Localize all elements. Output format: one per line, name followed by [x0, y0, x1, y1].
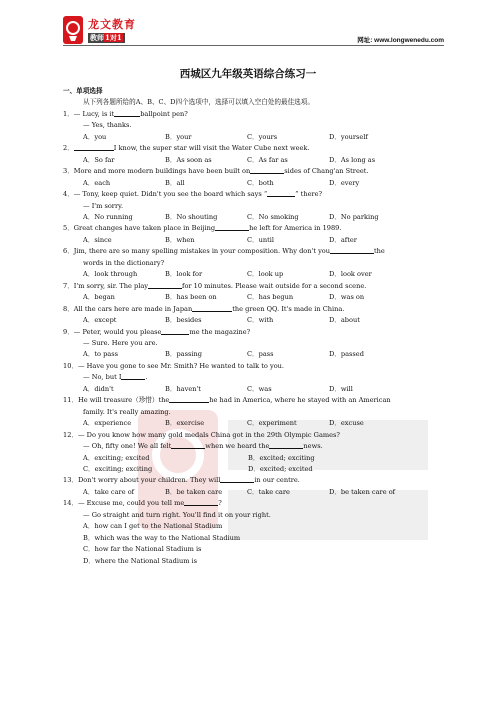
question-stem-text: 1．— Lucy, is it: [63, 109, 115, 118]
question-continuation-text: .: [145, 373, 148, 382]
answer-option: D．excited; excited: [248, 464, 313, 473]
question-stem-text: 4．— Tony, keep quiet. Didn't you see the board which says “: [63, 190, 268, 199]
answer-blank: [220, 475, 254, 483]
question-stem: [63, 166, 433, 177]
option-row: [73, 155, 433, 166]
answer-blank: [192, 304, 232, 312]
question-continuation-text: — I'm sorry.: [83, 201, 124, 210]
answer-blank: [161, 327, 189, 335]
answer-blank: [121, 372, 148, 382]
question-stem-text: me the magazine?: [189, 327, 251, 336]
question-item: [63, 475, 433, 498]
header-divider: [63, 45, 444, 46]
question-stem: [63, 143, 433, 154]
question-stem-text: ” there?: [295, 190, 323, 199]
question-stem: [63, 109, 433, 120]
question-item: [63, 223, 433, 246]
answer-option: D．every: [329, 178, 360, 187]
question-item: [63, 281, 433, 304]
answer-blank: [250, 166, 284, 174]
question-stem-text: 13．Don't worry about your children. They will: [63, 476, 221, 485]
answer-option: D．where the National Stadium is: [83, 556, 198, 565]
option-row: [73, 464, 433, 475]
question-stem: [63, 498, 433, 509]
answer-option: C．until: [247, 235, 274, 244]
answer-option: C．look up: [247, 270, 284, 279]
question-stem-text: sides of Chang'an Street.: [284, 167, 369, 176]
website-url[interactable]: 网址: www.longwenedu.com: [357, 37, 444, 44]
option-row: [73, 292, 433, 303]
question-continuation-text: family. It's really amazing.: [83, 407, 171, 416]
answer-blank: [269, 441, 303, 449]
answer-option: B．excited; exciting: [248, 453, 315, 462]
answer-option: B．all: [165, 178, 185, 187]
question-stem-text: for 10 minutes. Please wait outside for a second scene.: [182, 281, 367, 290]
answer-blank: [171, 441, 205, 449]
answer-option: A．look through: [83, 270, 138, 279]
answer-option: B．passing: [165, 350, 202, 359]
answer-option: D．No parking: [329, 212, 379, 221]
question-list: [63, 109, 433, 567]
question-item: [63, 166, 433, 189]
answer-option: B．besides: [165, 316, 202, 325]
answer-option: A．didn't: [83, 384, 114, 393]
answer-option: B．which was the way to the National Stadium: [83, 533, 241, 542]
answer-option: A．So far: [83, 155, 115, 164]
option-row: [73, 418, 433, 429]
option-row: [73, 487, 433, 498]
question-stem-text: 12．— Do you know how many gold medals China got in the 29th Olympic Games?: [63, 430, 340, 439]
answer-option: A．to pass: [83, 350, 118, 359]
answer-option: A．each: [83, 178, 111, 187]
logo-subtitle: 教师1对1: [88, 33, 125, 43]
option-row: [73, 235, 433, 246]
question-item: [63, 304, 433, 327]
answer-option: C．take care: [247, 487, 290, 496]
option-row: [73, 315, 433, 326]
question-continuation: [73, 510, 433, 521]
answer-option: A．exciting; excited: [83, 453, 150, 462]
answer-option: C．pass: [247, 350, 274, 359]
question-continuation-text: — Sure. Here you are.: [83, 338, 158, 347]
answer-option: C．how far the National Stadium is: [83, 545, 202, 554]
answer-blank: [148, 281, 182, 289]
question-item: [63, 143, 433, 166]
answer-option: B．haven't: [165, 384, 201, 393]
option-row: [73, 269, 433, 280]
answer-option: B．when: [165, 235, 195, 244]
question-stem-text: ?: [218, 499, 222, 508]
logo-icon: [63, 16, 83, 44]
logo-name: 龙文教育: [88, 18, 136, 31]
answer-blank: [215, 223, 249, 231]
question-item: [63, 327, 433, 361]
question-item: [63, 498, 433, 567]
question-stem-text: 10．— Have you gone to see Mr. Smith? He wanted to talk to you.: [63, 361, 285, 370]
question-item: [63, 246, 433, 280]
answer-option: D．about: [329, 316, 360, 325]
answer-option: D．As long as: [329, 155, 376, 164]
answer-option: D．passed: [329, 350, 364, 359]
question-stem: [63, 430, 433, 441]
question-stem-text: he had in America, where he stayed with an American: [209, 396, 391, 405]
page-header: [0, 0, 496, 46]
answer-option: D．was on: [329, 293, 365, 302]
question-stem: [63, 475, 433, 486]
answer-option: B．No shouting: [165, 212, 218, 221]
question-item: [63, 430, 433, 476]
instruction-text: 从下列各题所给的A、B、C、D四个选项中，选择可以填入空白处的最佳选项。: [83, 98, 314, 107]
question-stem-text: 14．— Excuse me, could you tell me: [63, 499, 185, 508]
question-stem-text: 11．He will treasure（珍惜）the: [63, 396, 170, 405]
option-row: [73, 349, 433, 360]
question-item: [63, 109, 433, 143]
question-stem-text: he left for America in 1989.: [249, 224, 342, 233]
question-continuation-text: — Yes, thanks.: [83, 121, 132, 130]
question-stem: [63, 246, 433, 257]
question-stem-text: 6．Jim, there are so many spelling mistakes in your composition. Why don't you: [63, 247, 331, 256]
answer-option: A．No running: [83, 212, 133, 221]
question-stem-text: the green QQ. It's made in China.: [232, 304, 345, 313]
answer-option: B．As soon as: [165, 155, 212, 164]
answer-blank: [74, 143, 114, 151]
answer-option: D．excuse: [329, 419, 364, 428]
question-stem-text: 3．More and more modern buildings have been built on: [63, 167, 251, 176]
answer-option: C．was: [247, 384, 272, 393]
option-row: [73, 178, 433, 189]
question-item: [63, 189, 433, 223]
answer-option: C．has begun: [247, 293, 294, 302]
question-stem-text: in our centre.: [254, 476, 300, 485]
question-stem: [63, 395, 433, 406]
answer-option: A．experience: [83, 419, 132, 428]
question-stem: [63, 304, 433, 315]
answer-option: A．began: [83, 293, 115, 302]
question-continuation: [73, 258, 433, 269]
question-stem: [63, 281, 433, 292]
answer-option: A．how can I get to the National Stadium: [83, 522, 223, 531]
answer-option: C．As far as: [247, 155, 288, 164]
question-stem-text: 5．Great changes have taken place in Beijing: [63, 224, 216, 233]
question-stem: [63, 361, 433, 372]
answer-option: A．except: [83, 316, 117, 325]
question-continuation-text: — Oh, fifty one! We all felt: [83, 442, 172, 451]
answer-blank: [114, 109, 140, 117]
answer-blank: [267, 189, 295, 197]
question-continuation: [73, 407, 433, 418]
answer-option: C．with: [247, 316, 274, 325]
answer-option: C．No smoking: [247, 212, 299, 221]
question-stem-text: the: [374, 247, 385, 256]
question-continuation-text: when we heard the: [205, 442, 270, 451]
question-item: [63, 361, 433, 395]
section-heading: 一、单项选择: [63, 87, 103, 95]
answer-option: B．look for: [165, 270, 203, 279]
answer-option: B．has been on: [165, 293, 217, 302]
question-stem: [63, 223, 433, 234]
question-stem-text: I know, the super star will visit the Water Cube next week.: [113, 144, 310, 153]
question-continuation: [73, 120, 433, 131]
answer-option: C．both: [247, 178, 274, 187]
answer-option: D．be taken care of: [329, 487, 396, 496]
question-continuation-text: — No, but I: [83, 373, 122, 382]
answer-option: B．be taken care: [165, 487, 223, 496]
option-row: [73, 384, 433, 395]
option-row: [73, 132, 433, 143]
question-stem-text: ballpoint pen?: [140, 109, 188, 118]
question-continuation: [73, 201, 433, 212]
answer-option: D．will: [329, 384, 353, 393]
question-stem-text: 9．— Peter, would you please: [63, 327, 162, 336]
answer-option: C．experiment: [247, 419, 297, 428]
answer-option: A．since: [83, 235, 112, 244]
answer-blank: [184, 498, 218, 506]
question-continuation: [73, 441, 433, 452]
question-stem-text: 2．: [63, 144, 74, 153]
answer-blank: [169, 395, 209, 403]
answer-option: A．you: [83, 132, 107, 141]
page-title: 西城区九年级英语综合练习一: [179, 68, 317, 80]
answer-option: D．look over: [329, 270, 372, 279]
question-continuation-text: words in the dictionary?: [83, 258, 165, 267]
question-stem-text: 7．I'm sorry, sir. The play: [63, 281, 148, 290]
question-stem: [63, 327, 433, 338]
answer-option: C．yours: [247, 132, 278, 141]
question-continuation: [73, 372, 433, 383]
answer-blank: [330, 246, 374, 254]
question-continuation-text: — Go straight and turn right. You'll find it on your right.: [83, 510, 271, 519]
answer-option: A．take care of: [83, 487, 135, 496]
question-item: [63, 395, 433, 429]
document-body: [63, 86, 433, 567]
option-row: [73, 453, 433, 464]
answer-option: B．your: [165, 132, 192, 141]
question-stem: [63, 189, 433, 200]
question-continuation: [73, 338, 433, 349]
answer-option: D．after: [329, 235, 357, 244]
question-stem-text: 8．All the cars here are made in Japan: [63, 304, 193, 313]
answer-option: B．exercise: [165, 419, 205, 428]
option-row: [73, 212, 433, 223]
question-continuation-text: news.: [303, 442, 323, 451]
answer-option: C．exciting; exciting: [83, 464, 153, 473]
answer-option: D．yourself: [329, 132, 368, 141]
